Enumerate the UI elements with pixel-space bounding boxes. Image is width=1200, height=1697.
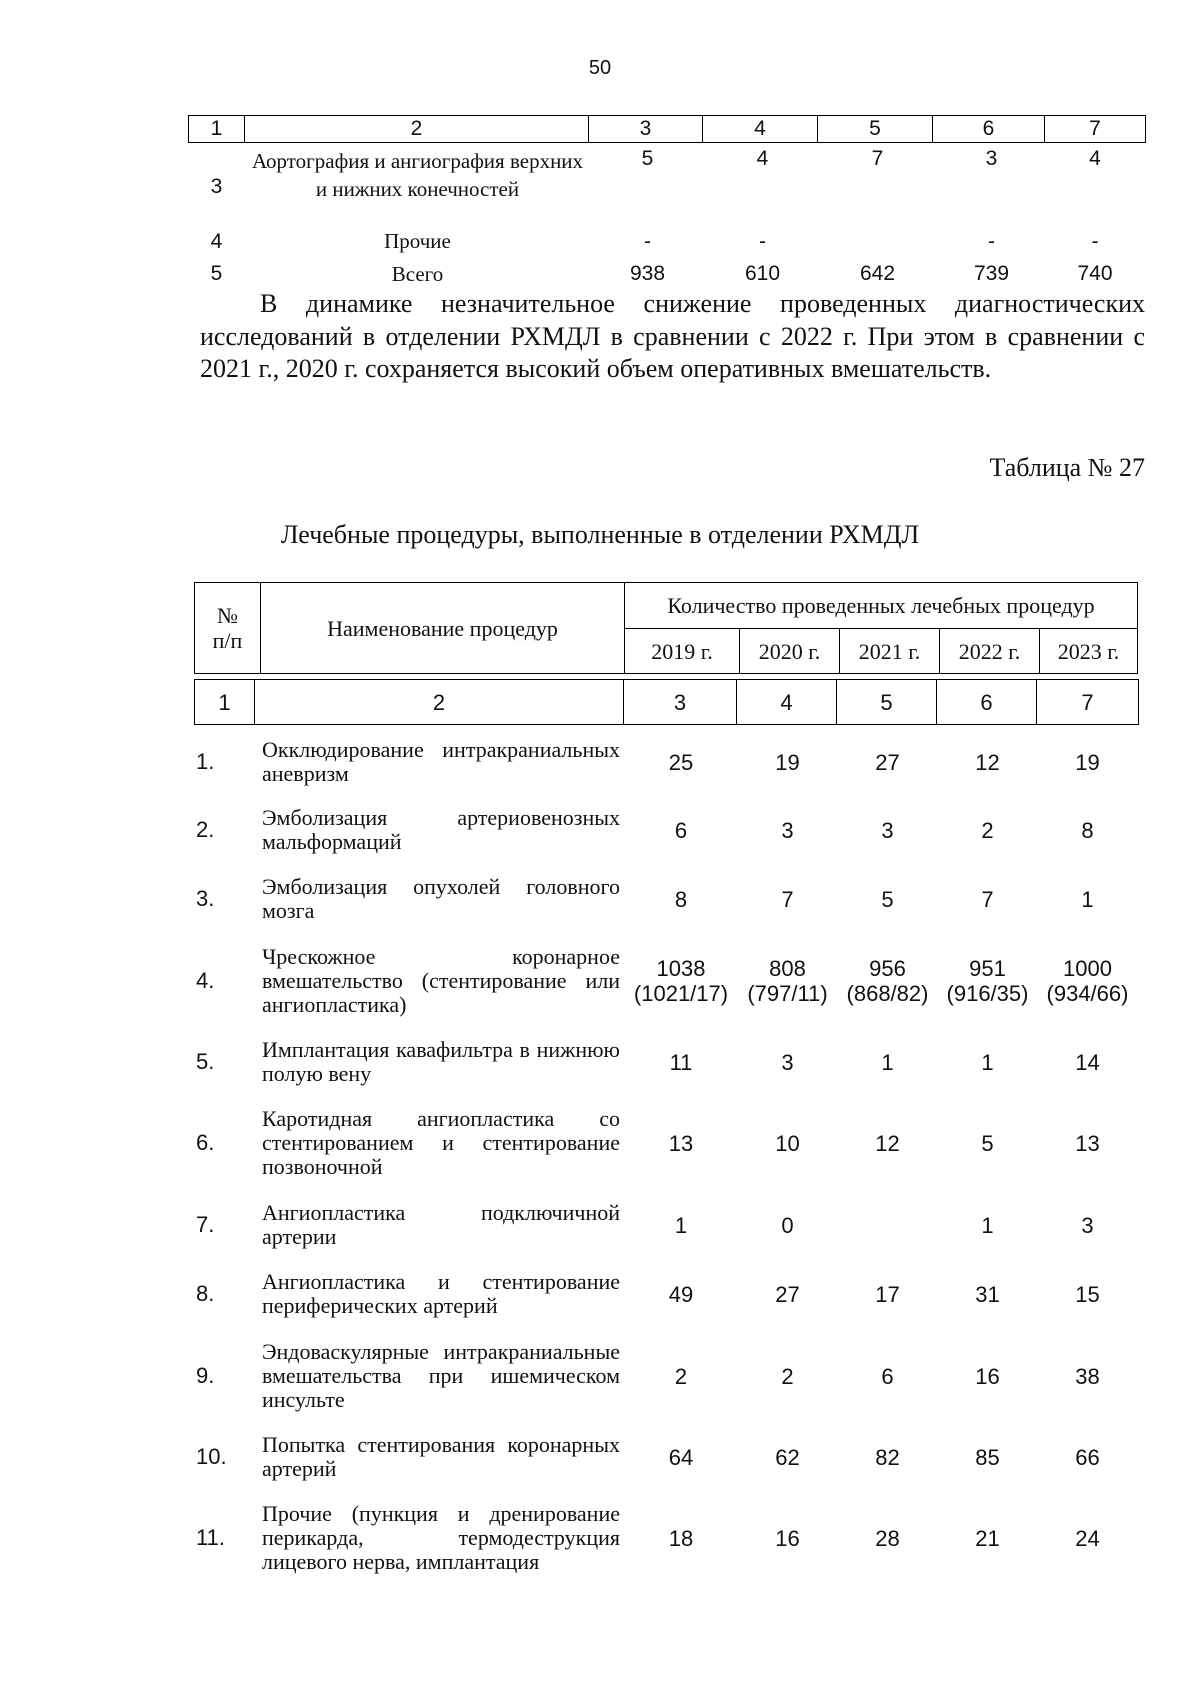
top-table-row xyxy=(0,147,1200,233)
top-table-header-cell: 3 xyxy=(588,115,703,143)
row-value-text: 1038 (1021/17) xyxy=(633,956,729,1006)
row-value: 6 xyxy=(674,817,688,843)
row-value: 7 xyxy=(871,147,884,170)
row-value: 2 xyxy=(981,817,994,843)
row-number: 2. xyxy=(196,817,215,842)
row-value: 739 xyxy=(973,262,1010,285)
table-row xyxy=(0,1036,1200,1088)
table-caption: Таблица № 27 xyxy=(989,453,1145,482)
row-name: Каротидная ангиопластика со стентированием и стентирование позвоночной xyxy=(262,1106,620,1179)
table-row xyxy=(0,1268,1200,1320)
row-value: 2 xyxy=(674,1363,688,1389)
row-value: 19 xyxy=(775,749,800,775)
row-value: 13 xyxy=(668,1130,694,1156)
header-year-label: 2021 г. xyxy=(858,638,921,664)
row-number: 11. xyxy=(196,1525,225,1550)
column-number-label: 2 xyxy=(432,689,446,715)
row-value: 8 xyxy=(674,886,688,912)
header-year-label: 2019 г. xyxy=(651,638,713,664)
top-table-header-cell: 6 xyxy=(932,115,1045,143)
row-name: Прочие (пункция и дренирование перикарда, термодеструкция лицевого нерва, имплантация xyxy=(262,1501,620,1574)
row-value xyxy=(1037,943,1138,1019)
row-value: 3 xyxy=(781,817,794,843)
table-row xyxy=(0,1500,1200,1576)
row-name: Эндоваскулярные интракраниальные вмешательства при ишемическом инсульте xyxy=(262,1339,620,1412)
row-value: - xyxy=(644,230,651,253)
row-value: 27 xyxy=(875,749,900,775)
row-value: 4 xyxy=(756,147,769,170)
top-table-row xyxy=(0,230,1200,258)
row-value: 610 xyxy=(744,262,781,285)
row-value: 14 xyxy=(1075,1049,1100,1075)
row-value: 642 xyxy=(859,262,896,285)
row-value: 11 xyxy=(669,1049,693,1075)
row-name: Ангиопластика подключичной артерии xyxy=(262,1200,620,1249)
header-num-label: № п/п xyxy=(212,603,243,653)
page-number: 50 xyxy=(588,57,612,79)
header-year-cell xyxy=(839,628,940,674)
row-value xyxy=(837,943,938,1019)
top-table-header-cell: 7 xyxy=(1044,115,1146,143)
header-year-label: 2020 г. xyxy=(758,638,821,664)
row-value: 7 xyxy=(781,886,794,912)
row-value: 19 xyxy=(1075,749,1100,775)
row-number: 10. xyxy=(196,1444,227,1469)
row-value: 5 xyxy=(881,886,894,912)
column-number-label: 1 xyxy=(218,689,231,715)
row-name: Прочие xyxy=(384,229,451,253)
table-row xyxy=(0,873,1200,925)
row-value: 85 xyxy=(975,1444,1000,1470)
row-number: 3. xyxy=(196,886,215,911)
table-row xyxy=(0,804,1200,856)
row-value: 17 xyxy=(875,1281,900,1307)
row-value: 3 xyxy=(881,817,894,843)
row-name: Окклюдирование интракраниальных аневризм xyxy=(262,737,620,786)
row-value: 8 xyxy=(1081,817,1094,843)
header-group-label: Количество проведенных лечебных процедур xyxy=(667,593,1095,618)
column-number-cell xyxy=(1036,679,1139,725)
table-row xyxy=(0,1338,1200,1414)
row-name: Всего xyxy=(391,262,444,286)
column-number-label: 4 xyxy=(780,689,793,715)
row-number: 1. xyxy=(196,749,215,774)
row-value: 6 xyxy=(881,1363,894,1389)
table-row xyxy=(0,943,1200,1019)
table-title: Лечебные процедуры, выполненные в отделении РХМДЛ xyxy=(280,520,920,549)
row-value: 10 xyxy=(775,1130,800,1156)
row-value: 38 xyxy=(1075,1363,1100,1389)
row-value: - xyxy=(1091,230,1099,253)
header-group-cell xyxy=(624,582,1138,629)
column-number-cell xyxy=(194,679,255,725)
column-number-label: 5 xyxy=(880,689,893,715)
row-value: 3 xyxy=(781,1049,794,1075)
row-value: 64 xyxy=(668,1444,694,1470)
row-value: 0 xyxy=(781,1212,794,1238)
row-value: 16 xyxy=(975,1363,1000,1389)
row-name: Аортография и ангиография верхних и нижних конечностей xyxy=(251,149,584,201)
row-number: 4. xyxy=(196,968,215,993)
row-value-text: 951 (916/35) xyxy=(946,956,1029,1006)
table-row xyxy=(0,1199,1200,1251)
header-name-label: Наименование процедур xyxy=(327,615,558,641)
header-year-cell xyxy=(939,628,1040,674)
row-number: 7. xyxy=(196,1212,215,1237)
row-value-text: 956 (868/82) xyxy=(846,956,929,1006)
row-value-text: 1000 (934/66) xyxy=(1046,956,1129,1006)
table-row xyxy=(0,1431,1200,1483)
top-table-header-cell: 4 xyxy=(702,115,818,143)
row-value: 31 xyxy=(975,1281,1000,1307)
row-value: 7 xyxy=(981,886,994,912)
row-value: 25 xyxy=(668,749,694,775)
header-num-cell xyxy=(194,582,261,674)
row-name: Попытка стентирования коронарных артерий xyxy=(262,1432,620,1481)
header-year-cell xyxy=(624,628,740,674)
row-value: 12 xyxy=(875,1130,900,1156)
row-value xyxy=(837,1199,938,1251)
row-value: 27 xyxy=(775,1281,800,1307)
row-name: Эмболизация артериовенозных мальформаций xyxy=(262,805,620,854)
row-value xyxy=(737,943,838,1019)
row-value: 740 xyxy=(1077,262,1113,285)
row-value: 5 xyxy=(981,1130,994,1156)
row-value: 5 xyxy=(641,147,654,170)
row-number: 5 xyxy=(210,262,223,285)
table-row xyxy=(0,736,1200,788)
row-value xyxy=(937,943,1038,1019)
row-value: 13 xyxy=(1075,1130,1100,1156)
top-table-header-cell: 2 xyxy=(244,115,589,143)
row-value: 21 xyxy=(975,1525,1000,1551)
row-number: 5. xyxy=(196,1049,215,1074)
row-value: 12 xyxy=(975,749,1000,775)
row-value: 2 xyxy=(781,1363,794,1389)
row-name: Ангиопластика и стентирование периферических артерий xyxy=(262,1269,620,1318)
column-number-cell xyxy=(736,679,837,725)
row-value: 28 xyxy=(875,1525,900,1551)
column-number-label: 3 xyxy=(673,689,687,715)
row-value: 66 xyxy=(1075,1444,1100,1470)
column-number-cell xyxy=(623,679,737,725)
row-value: 4 xyxy=(1089,147,1101,170)
row-name: Чрескожное коронарное вмешательство (стентирование или ангиопластика) xyxy=(262,944,620,1017)
body-paragraph: В динамике незначительное снижение проведенных диагностических исследований в отделении РХМДЛ в сравнении с 2022 г. При этом в сравнении с 2021 г., 2020 г. сохраняется высокий объем оперативных вмешательств. xyxy=(200,289,1145,383)
column-number-cell xyxy=(936,679,1037,725)
row-number: 4 xyxy=(210,230,223,253)
row-value: 24 xyxy=(1075,1525,1100,1551)
top-table-header-cell: 5 xyxy=(817,115,933,143)
row-value: - xyxy=(988,230,995,253)
header-year-cell xyxy=(1039,628,1138,674)
header-year-cell xyxy=(739,628,840,674)
row-name: Эмболизация опухолей головного мозга xyxy=(262,874,620,923)
row-number: 3 xyxy=(210,175,223,198)
row-value: 1 xyxy=(881,1049,894,1075)
row-value: 15 xyxy=(1075,1281,1100,1307)
row-value-text: 808 (797/11) xyxy=(747,956,828,1006)
row-value: 49 xyxy=(668,1281,694,1307)
header-name-cell xyxy=(260,582,625,674)
row-value: 1 xyxy=(981,1049,994,1075)
row-value: 18 xyxy=(668,1525,694,1551)
row-value: 1 xyxy=(1081,886,1094,912)
top-table-row xyxy=(0,262,1200,290)
row-value: - xyxy=(759,230,766,253)
column-number-cell xyxy=(836,679,937,725)
row-number: 8. xyxy=(196,1281,215,1306)
row-value: 82 xyxy=(875,1444,900,1470)
row-number: 6. xyxy=(196,1130,215,1155)
row-value: 62 xyxy=(775,1444,800,1470)
table-row xyxy=(0,1105,1200,1181)
row-value: 1 xyxy=(674,1212,688,1238)
row-number: 9. xyxy=(196,1363,215,1388)
row-value: 3 xyxy=(985,147,998,170)
column-number-label: 7 xyxy=(1081,689,1094,715)
column-number-label: 6 xyxy=(980,689,993,715)
header-year-label: 2023 г. xyxy=(1057,638,1120,664)
column-number-cell xyxy=(254,679,624,725)
row-value: 16 xyxy=(775,1525,800,1551)
row-value: 938 xyxy=(629,262,666,285)
row-value: 1 xyxy=(981,1212,994,1238)
top-table-header-cell: 1 xyxy=(188,115,245,143)
header-year-label: 2022 г. xyxy=(958,638,1021,664)
row-name: Имплантация кавафильтра в нижнюю полую вену xyxy=(262,1037,620,1086)
row-value xyxy=(624,943,738,1019)
row-value: 3 xyxy=(1081,1212,1094,1238)
